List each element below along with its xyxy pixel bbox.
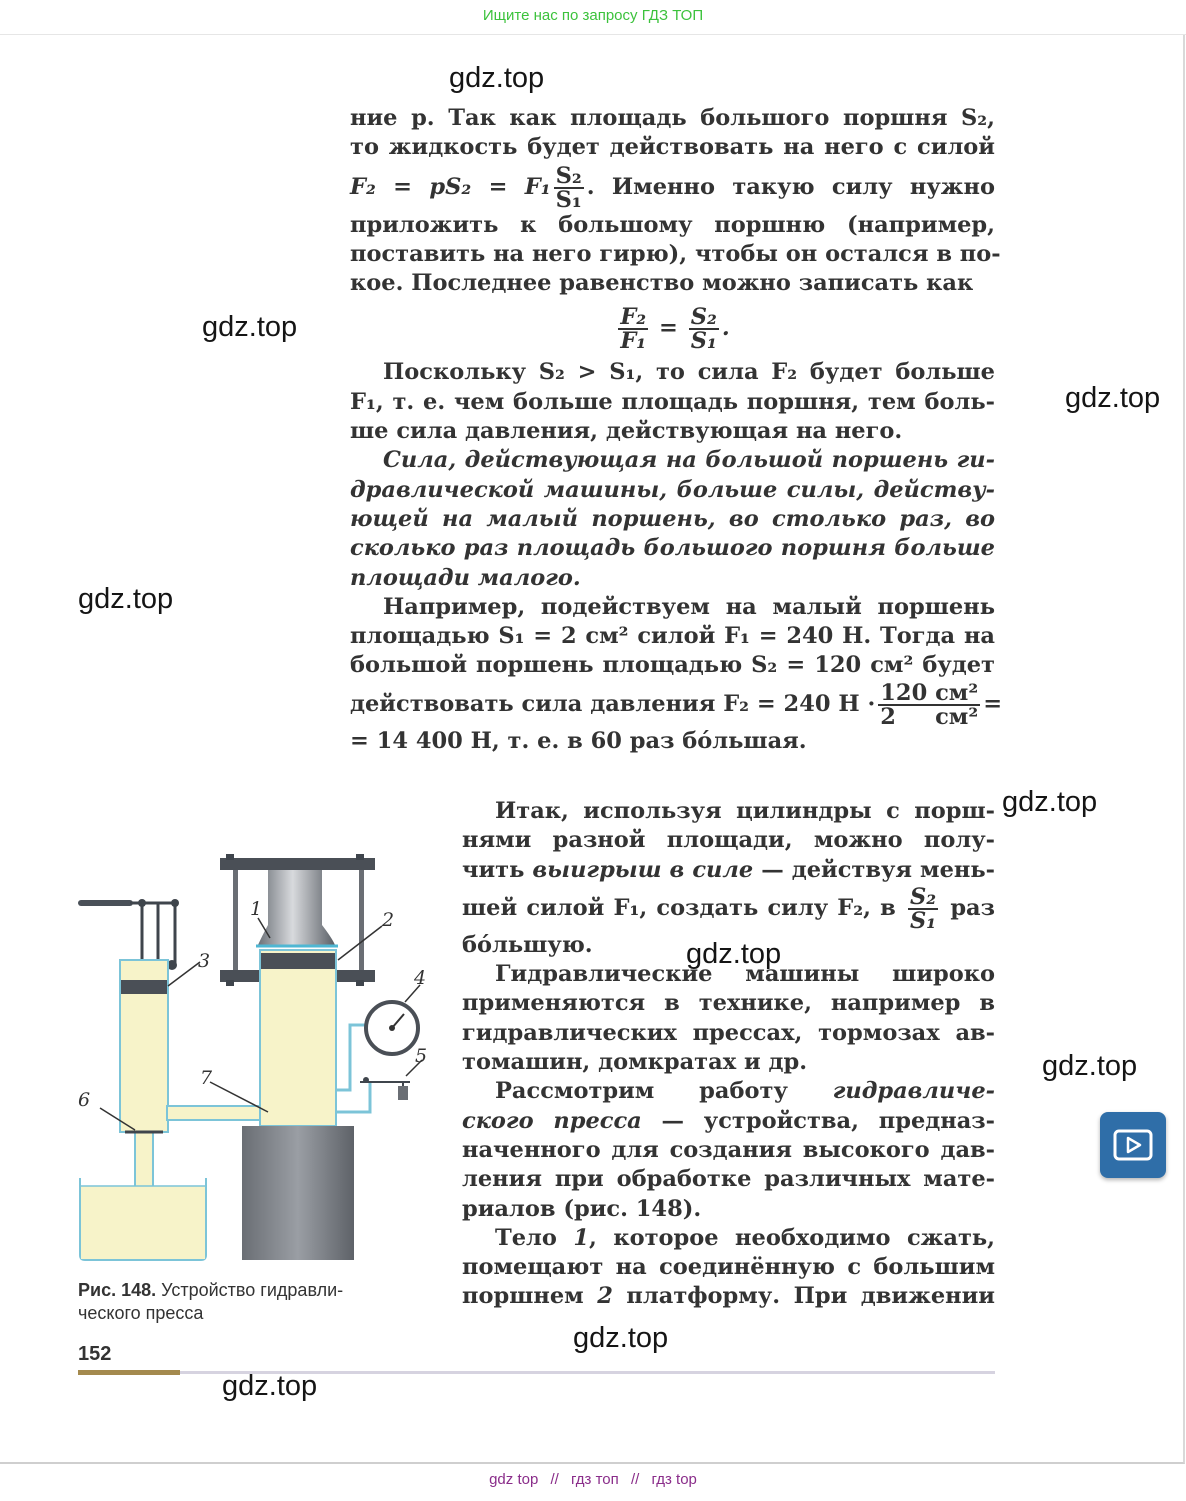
text-line: гидравлических прессах, тормозах ав- [462, 1019, 995, 1046]
text-part: — действуя мень- [753, 856, 995, 883]
period: . [721, 315, 730, 342]
fraction [689, 304, 719, 355]
caption-text: Устройство гидравли- [156, 1280, 344, 1300]
fraction-numerator: S₂ [910, 883, 937, 910]
rule-line: площади малого. [350, 564, 581, 591]
watermark: gdz.top [686, 938, 782, 970]
fraction-denominator: F₁ [620, 328, 647, 355]
compressed-body [258, 870, 335, 945]
text-part: платформу. При движении [612, 1283, 995, 1310]
text-line: ления при обработке различных мате- [462, 1166, 995, 1193]
text-line: площадью S₁ = 2 см² силой F₁ = 240 Н. Тогда на [350, 623, 995, 650]
main-text [350, 104, 1003, 756]
text-part: поршнем [462, 1283, 598, 1310]
top-banner[interactable]: Ищите нас по запросу ГДЗ ТОП [0, 0, 1186, 35]
text-line: применяются в технике, например в [462, 990, 995, 1017]
text-line: Например, подействуем на малый поршень [383, 593, 995, 620]
rule-line: Сила, действующая на большой поршень ги- [383, 447, 995, 474]
text-line: = 14 400 Н, т. е. в 60 раз бóльшая. [350, 727, 807, 754]
emphasis-text: выигрыш в силе [532, 856, 754, 883]
page-rule-accent [78, 1370, 180, 1375]
formula-text: F₂ = pS₂ = F₁ [350, 173, 551, 200]
reservoir [80, 1178, 206, 1260]
video-play-button[interactable] [1100, 1112, 1166, 1178]
text-part: Рассмотрим работу [495, 1078, 833, 1105]
text-line: кое. Последнее равенство можно записать как [350, 270, 974, 297]
emphasis-text: гидравличе- [832, 1078, 995, 1105]
text-line [462, 1224, 995, 1253]
text-line: Поскольку S₂ > S₁, то сила F₂ будет больше [383, 359, 995, 386]
fraction-numerator: 120 см² [880, 679, 979, 706]
rule-line: сколько раз площадь большого поршня больше [350, 535, 995, 562]
fraction [618, 304, 648, 355]
large-cylinder [260, 950, 336, 1126]
pressure-gauge-icon [336, 1002, 418, 1090]
formula-line [350, 679, 1003, 730]
rule-line: дравлической машины, больше силы, действу- [350, 476, 995, 503]
text-line: Итак, используя цилиндры с порш- [495, 798, 995, 824]
fraction-numerator: S₂ [690, 304, 717, 331]
right-column-text [462, 797, 995, 1312]
label-3: 3 [198, 950, 211, 972]
text-line: нями разной площади, можно полу- [462, 827, 995, 854]
text-line [462, 1107, 995, 1136]
formula-line [350, 163, 995, 211]
text-line: Гидравлические машины широко [495, 961, 995, 988]
label-7: 7 [200, 1067, 213, 1089]
text-line: наченного для создания высокого дав- [462, 1136, 995, 1163]
text-line: приложить к большому поршню (например, [350, 211, 995, 238]
fraction-denominator: S₁ [910, 907, 937, 934]
text-line: риалов (рис. 148). [462, 1195, 702, 1222]
text-line: бóльшую. [462, 931, 593, 958]
watermark: gdz.top [222, 1370, 318, 1402]
equals-sign: = [983, 690, 1003, 717]
play-video-icon [1100, 1112, 1166, 1178]
connecting-pipe [167, 1106, 262, 1120]
text-line: то жидкость будет действовать на него с силой [350, 134, 995, 161]
text-line: поставить на него гирю), чтобы он остался в по- [350, 240, 1001, 267]
caption-text-line2: ческого пресса [78, 1303, 204, 1323]
fraction [878, 679, 980, 730]
watermark: gdz.top [1065, 382, 1161, 414]
label-5: 5 [415, 1045, 428, 1067]
text-part: — устройства, предназ- [641, 1107, 995, 1134]
text-part: чить [462, 856, 533, 883]
watermark: gdz.top [202, 311, 298, 343]
text-part: Тело [495, 1224, 574, 1251]
centered-equation [350, 298, 995, 358]
text-line: помещают на соединённую с большим [462, 1254, 995, 1281]
text-part: , которое необходимо сжать, [589, 1224, 995, 1251]
watermark: gdz.top [1002, 786, 1098, 818]
emphasis-text: 2 [597, 1283, 613, 1310]
footer [0, 1471, 1186, 1488]
watermark: gdz.top [1042, 1050, 1138, 1082]
footer-link[interactable]: гдз top [651, 1471, 697, 1488]
label-4: 4 [414, 967, 427, 989]
fraction-numerator: F₂ [620, 304, 647, 331]
watermark: gdz.top [78, 583, 174, 615]
figure-caption [78, 1279, 418, 1325]
watermark: gdz.top [449, 62, 545, 94]
rule-line: ющей на малый поршень, во столько раз, во [350, 505, 995, 532]
safety-valve [336, 1077, 410, 1112]
fraction [554, 162, 584, 213]
text-part: раз [950, 894, 995, 921]
fraction-denominator: S₁ [690, 328, 717, 355]
fraction-denominator: 2 см² [880, 703, 979, 730]
footer-separator: // [630, 1471, 640, 1488]
footer-link[interactable]: гдз топ [571, 1471, 619, 1488]
emphasis-text: ского пресса [462, 1107, 642, 1134]
text-line [462, 1077, 995, 1106]
text-line: ше сила давления, действующая на него. [350, 418, 903, 445]
text-line: ние p. Так как площадь большого поршня S₂, [350, 105, 995, 131]
text-line [462, 856, 995, 885]
text-line: томашин, домкратах и др. [462, 1049, 808, 1076]
fraction-denominator: S₁ [555, 186, 582, 213]
caption-number: Рис. 148. [78, 1280, 157, 1300]
page-number: 152 [78, 1343, 112, 1365]
formula-text: действовать сила давления F₂ = 240 Н · [350, 690, 876, 717]
text-part: шей силой F₁, создать силу F₂, в [462, 894, 896, 921]
formula-line [462, 883, 995, 934]
label-2: 2 [382, 909, 395, 931]
text-line [462, 1282, 995, 1311]
equals-sign: = [659, 315, 678, 342]
press-base [242, 1126, 354, 1260]
hydraulic-press-figure [70, 850, 440, 1270]
emphasis-text: 1 [573, 1224, 590, 1251]
fraction-numerator: S₂ [555, 162, 582, 189]
footer-separator: // [550, 1471, 559, 1488]
text-line: большой поршень площадью S₂ = 120 см² будет [350, 652, 995, 679]
watermark: gdz.top [573, 1322, 669, 1354]
label-6: 6 [78, 1089, 91, 1111]
label-1: 1 [250, 898, 263, 920]
fraction [908, 883, 938, 934]
small-cylinder [120, 960, 168, 1202]
text-line: F₁, т. е. чем больше площадь поршня, тем боль- [350, 388, 995, 415]
formula-tail: . Именно такую силу нужно [586, 173, 995, 200]
footer-link[interactable]: gdz top [489, 1471, 539, 1488]
